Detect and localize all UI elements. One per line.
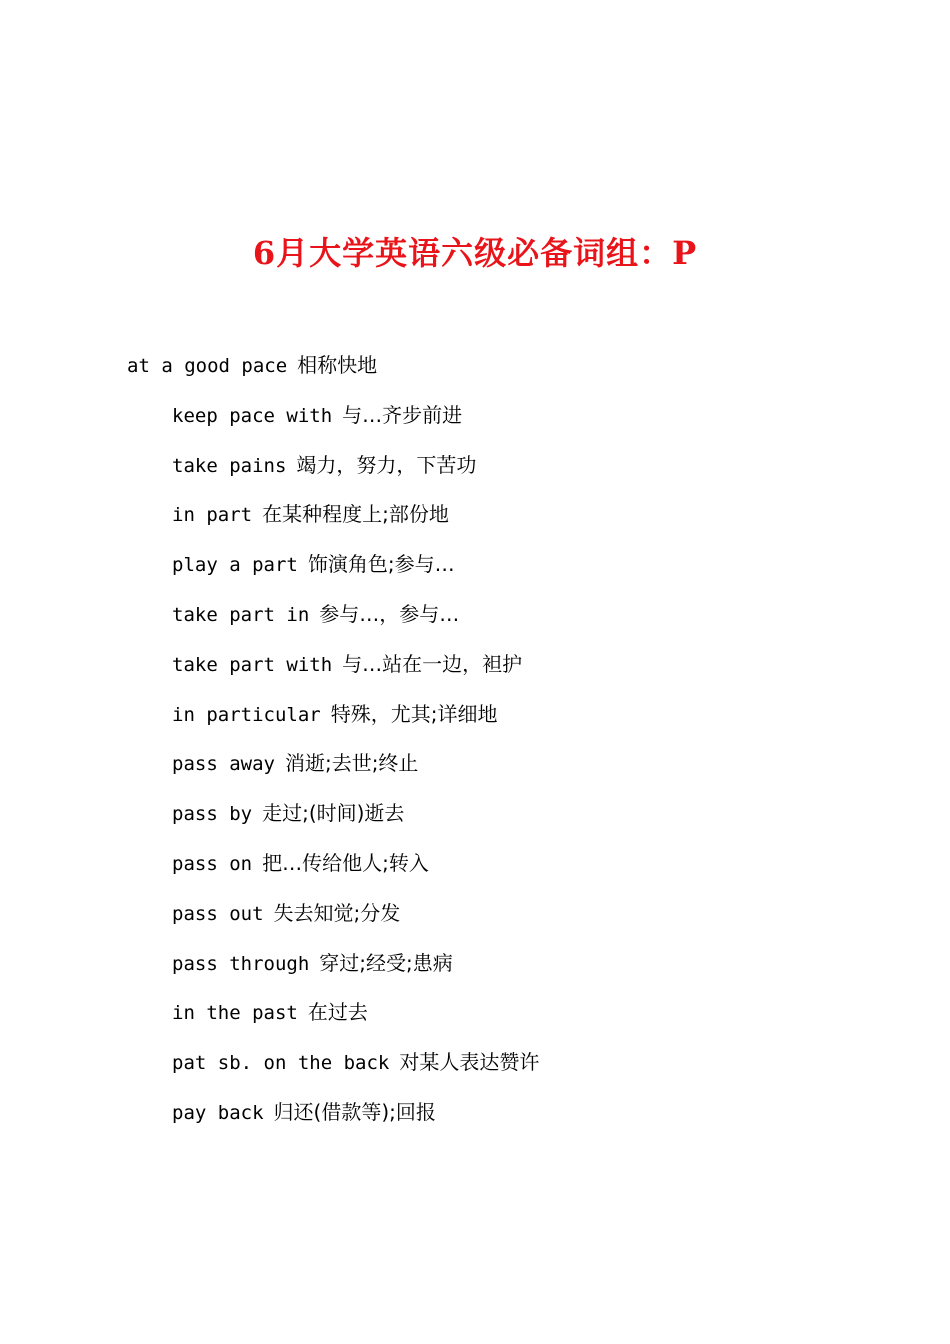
meaning-text: 对某人表达赞许 (399, 1050, 540, 1075)
list-item (127, 348, 887, 398)
meaning-text: 竭力，努力，下苦功 (296, 452, 477, 477)
meaning-text: 参与…，参与… (319, 601, 460, 626)
list-item (127, 697, 887, 747)
meaning-text: 失去知觉;分发 (273, 900, 401, 925)
meaning-text: 走过;(时间)逝去 (262, 801, 405, 826)
phrase-text: pass by (172, 803, 253, 826)
phrase-text: at a good pace (127, 355, 288, 377)
list-item (127, 547, 887, 597)
phrase-text: take pains (172, 454, 287, 477)
phrase-text: in the past (172, 1002, 298, 1025)
meaning-text: 穿过;经受;患病 (319, 950, 453, 975)
phrase-text: pay back (172, 1101, 264, 1124)
phrase-text: in particular (172, 703, 321, 726)
meaning-text: 在过去 (307, 1000, 368, 1025)
phrase-text: pass away (172, 753, 275, 776)
meaning-text: 在某种程度上;部份地 (262, 502, 449, 527)
list-item (127, 448, 887, 498)
meaning-text: 相称快地 (297, 353, 378, 377)
meaning-text: 与…站在一边，袒护 (342, 651, 523, 676)
page-title: 6月大学英语六级必备词组：P (252, 234, 698, 273)
meaning-text: 饰演角色;参与… (307, 552, 455, 577)
list-item (127, 946, 887, 996)
phrase-text: take part in (172, 603, 310, 626)
list-item (127, 398, 887, 448)
phrase-text: take part with (172, 653, 333, 676)
list-item (127, 896, 887, 946)
phrase-text: pass on (172, 852, 253, 875)
phrase-text: pass out (172, 902, 264, 925)
phrase-text: in part (172, 504, 253, 527)
phrase-text: pat sb. on the back (172, 1052, 390, 1075)
list-item (127, 497, 887, 547)
phrase-text: play a part (172, 554, 298, 577)
phrase-text: pass through (172, 952, 310, 975)
list-item (127, 796, 887, 846)
list-item (127, 746, 887, 796)
list-item (127, 995, 887, 1045)
meaning-text: 特殊，尤其;详细地 (330, 701, 498, 726)
list-item (127, 846, 887, 896)
list-item (127, 597, 887, 647)
meaning-text: 归还(借款等);回报 (273, 1099, 436, 1124)
meaning-text: 把…传给他人;转入 (262, 850, 429, 875)
list-item (127, 1095, 887, 1145)
list-item (127, 647, 887, 697)
phrase-text: keep pace with (172, 404, 333, 427)
phrase-list (127, 348, 887, 1145)
meaning-text: 消逝;去世;终止 (284, 751, 419, 776)
list-item (127, 1045, 887, 1095)
meaning-text: 与…齐步前进 (342, 402, 463, 427)
